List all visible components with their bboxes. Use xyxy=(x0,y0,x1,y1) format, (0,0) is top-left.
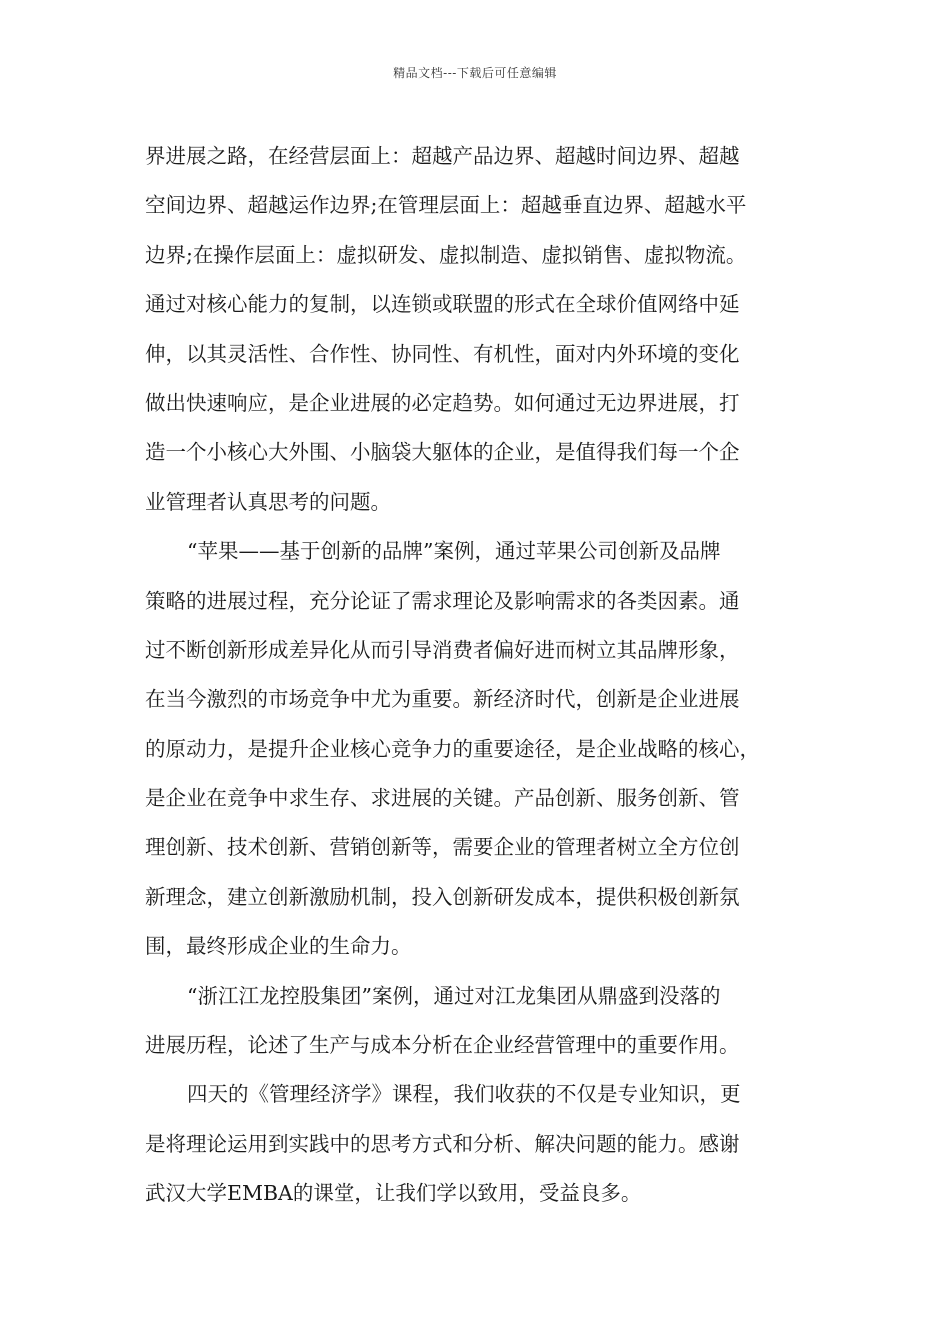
text-line: 四天的《管理经济学》课程，我们收获的不仅是专业知识，更 xyxy=(187,1082,741,1107)
paragraph-apple-case xyxy=(145,527,810,972)
text-line: “苹果——基于创新的品牌”案例，通过苹果公司创新及品牌 xyxy=(187,539,721,564)
text-line: 的原动力，是提升企业核心竞争力的重要途径，是企业战略的核心， xyxy=(145,736,760,761)
text-line: 界进展之路，在经营层面上：超越产品边界、超越时间边界、超越 xyxy=(145,144,740,168)
text-line: 过不断创新形成差异化从而引导消费者偏好进而树立其品牌形象， xyxy=(145,637,740,662)
text-line: 新理念，建立创新激励机制，投入创新研发成本，提供积极创新氛 xyxy=(145,884,740,909)
text-line: 策略的进展过程，充分论证了需求理论及影响需求的各类因素。通 xyxy=(145,588,740,613)
text-line: 进展历程，论述了生产与成本分析在企业经营管理中的重要作用。 xyxy=(145,1033,740,1058)
text-line: 在当今激烈的市场竞争中尤为重要。新经济时代，创新是企业进展 xyxy=(145,687,740,712)
text-line: 边界;在操作层面上：虚拟研发、虚拟制造、虚拟销售、虚拟物流。 xyxy=(145,242,747,267)
paragraph-conclusion xyxy=(145,1070,810,1218)
document-body xyxy=(145,132,810,1219)
text-line: 理创新、技术创新、营销创新等，需要企业的管理者树立全方位创 xyxy=(145,835,740,860)
text-line: 是将理论运用到实践中的思考方式和分析、解决问题的能力。感谢 xyxy=(145,1131,740,1156)
text-line: 武汉大学EMBA的课堂，让我们学以致用，受益良多。 xyxy=(145,1181,642,1206)
text-line: 做出快速响应，是企业进展的必定趋势。如何通过无边界进展，打 xyxy=(145,390,740,415)
text-line: 是企业在竞争中求生存、求进展的关键。产品创新、服务创新、管 xyxy=(145,786,740,811)
text-line: 伸，以其灵活性、合作性、协同性、有机性，面对内外环境的变化 xyxy=(145,341,740,366)
text-line: 业管理者认真思考的问题。 xyxy=(145,489,391,514)
paragraph-boundaryless-development xyxy=(145,132,810,527)
page-header: 精品文档---下载后可任意编辑 xyxy=(393,66,557,80)
text-line: 空间边界、超越运作边界;在管理层面上：超越垂直边界、超越水平 xyxy=(145,193,747,218)
paragraph-jianglong-case xyxy=(145,972,810,1071)
text-line: 通过对核心能力的复制，以连锁或联盟的形式在全球价值网络中延 xyxy=(145,292,740,317)
text-line: 围，最终形成企业的生命力。 xyxy=(145,934,412,959)
text-line: 造一个小核心大外围、小脑袋大躯体的企业，是值得我们每一个企 xyxy=(145,440,740,465)
text-line: “浙江江龙控股集团”案例，通过对江龙集团从鼎盛到没落的 xyxy=(187,983,721,1008)
